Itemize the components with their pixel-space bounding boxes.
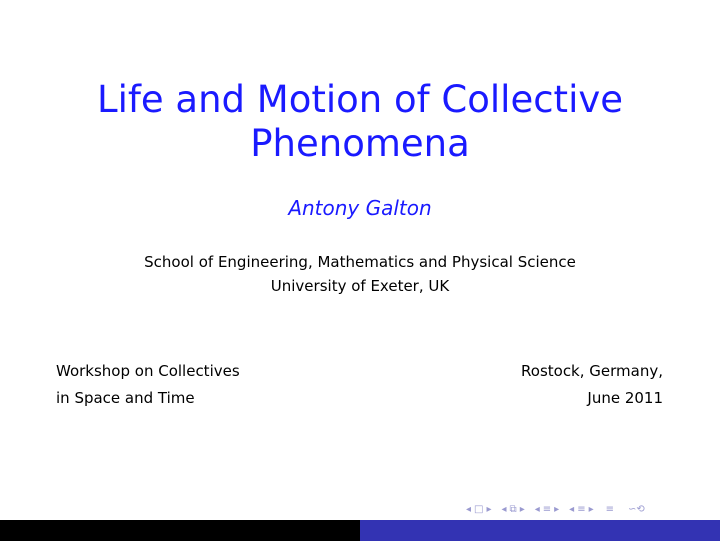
footer-bar [0, 520, 720, 541]
nav-next-section2-icon[interactable]: ▸ [588, 503, 594, 515]
nav-next-frame-icon[interactable]: ▸ [486, 503, 492, 515]
nav-prev-subsection-icon[interactable]: ◂ [501, 503, 507, 515]
footer-left [0, 520, 360, 541]
nav-next-section-icon[interactable]: ▸ [554, 503, 560, 515]
affiliation-line-1: School of Engineering, Mathematics and Physical Science [144, 253, 576, 271]
title-line-1: Life and Motion of Collective [96, 78, 624, 121]
nav-prev-section2-icon[interactable]: ◂ [569, 503, 575, 515]
event-info [56, 358, 240, 412]
nav-section-icon[interactable]: ≡ [542, 503, 552, 515]
nav-section2-icon[interactable]: ≡ [577, 503, 586, 515]
nav-frame-icon[interactable]: □ [474, 503, 484, 515]
place-line-2: June 2011 [587, 389, 663, 407]
footer-right [360, 520, 720, 541]
nav-prev-frame-icon[interactable]: ◂ [466, 503, 472, 515]
nav-next-subsection-icon[interactable]: ▸ [519, 503, 525, 515]
nav-subsection-icon[interactable]: ⧉ [509, 503, 517, 515]
affiliation [0, 250, 720, 298]
event-line-2: in Space and Time [56, 389, 195, 407]
title-line-2: Phenomena [250, 122, 470, 165]
event-line-1: Workshop on Collectives [56, 362, 240, 380]
place-date [521, 358, 663, 412]
nav-align-icon[interactable]: ≡ [605, 503, 615, 515]
nav-search-icon[interactable]: ∽⟲ [628, 503, 645, 515]
navigation-bar [466, 502, 706, 516]
affiliation-line-2: University of Exeter, UK [270, 277, 450, 295]
slide-title [0, 78, 720, 166]
nav-prev-section-icon[interactable]: ◂ [534, 503, 540, 515]
author-name: Antony Galton [288, 196, 432, 220]
place-line-1: Rostock, Germany, [521, 362, 663, 380]
